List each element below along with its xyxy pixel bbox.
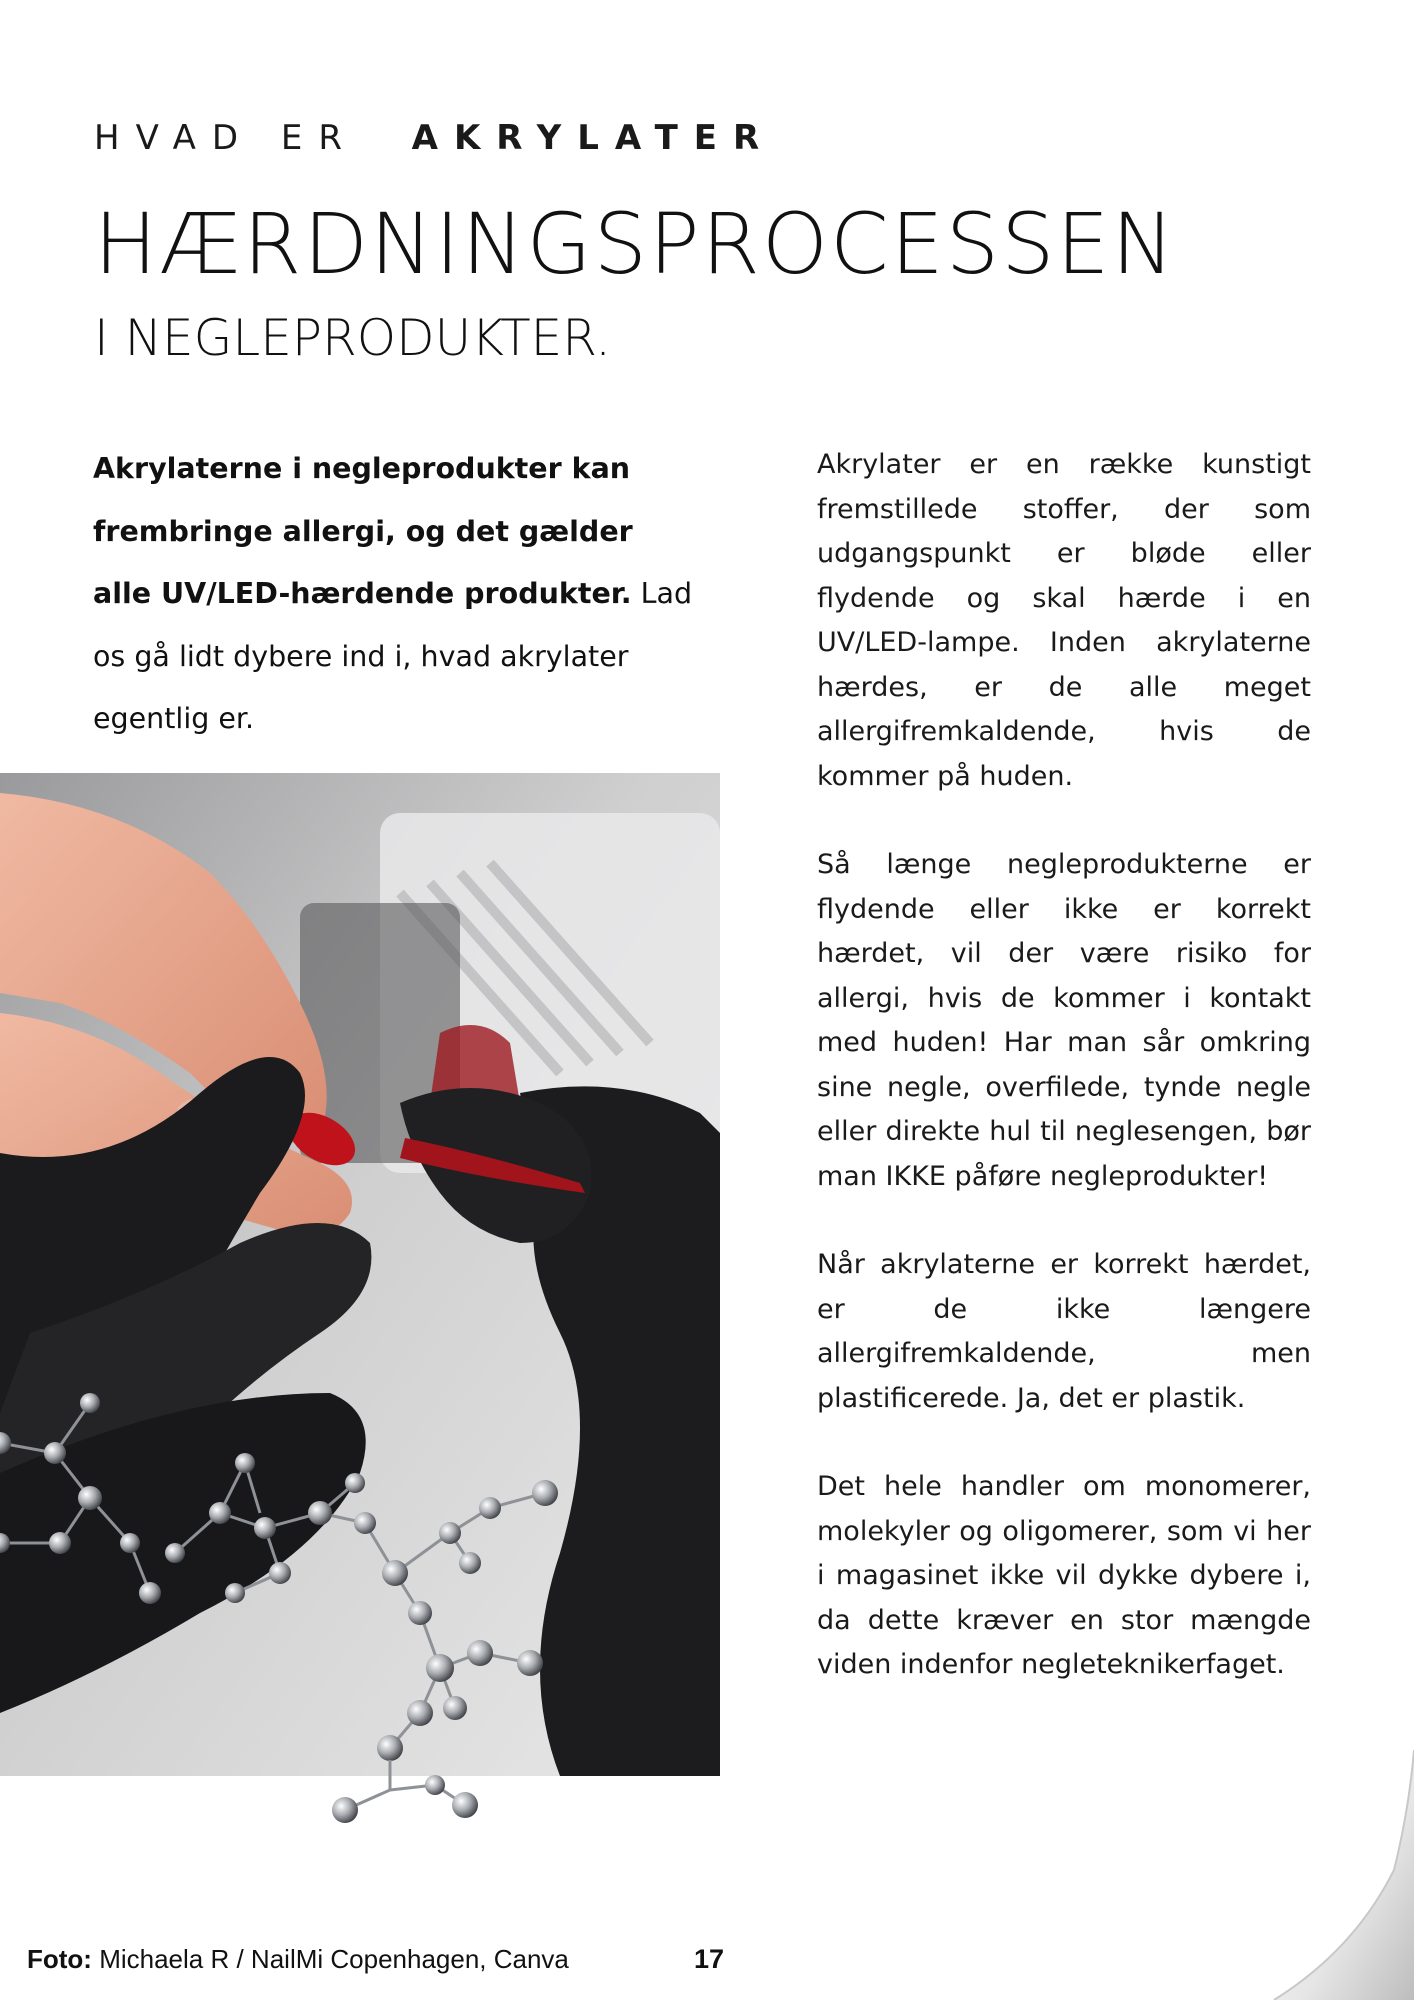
manicure-photo — [0, 773, 720, 1776]
credit-text: Michaela R / NailMi Copenhagen, Canva — [99, 1944, 569, 1974]
page-number: 17 — [694, 1944, 725, 1974]
kicker — [94, 118, 775, 158]
kicker-regular: HVAD ER — [94, 118, 359, 158]
photo-credit — [27, 1944, 569, 1975]
body-column — [817, 443, 1311, 1732]
intro-text — [93, 438, 693, 751]
molecule-graphic — [320, 1760, 500, 1840]
intro-lead: Akrylaterne i negleprodukter kan frembringe allergi, og det gælder alle UV/LED-hærdende produkter. — [93, 452, 633, 610]
page-subtitle: I NEGLEPRODUKTER. — [94, 309, 612, 367]
page-curl-graphic — [1244, 1750, 1414, 2000]
page-title: HÆRDNINGSPROCESSEN — [94, 195, 1177, 293]
paragraph: Akrylater er en række kunstigt fremstillede stoffer, der som udgangspunkt er bløde eller flydende og skal hærde i en UV/LED-lampe. Inden akrylaterne hærdes, er de alle meget allergifremkaldende, hvis de kommer på huden. — [817, 449, 1311, 792]
credit-label: Foto: — [27, 1944, 92, 1974]
kicker-bold: AKRYLATER — [411, 118, 776, 158]
paragraph: Det hele handler om monomerer, molekyler og oligomerer, som vi her i magasinet ikke vil dykke dybere i, da dette kræver en stor mængde viden indenfor negleteknikerfaget. — [817, 1471, 1311, 1680]
intro-body: Lad os gå lidt dybere ind i, hvad akrylater egentlig er. — [93, 577, 693, 735]
paragraph: Så længe negleprodukterne er flydende eller ikke er korrekt hærdet, vil der være risiko for allergi, hvis de kommer i kontakt med huden! Har man sår omkring sine negle, overfilede, tynde negle eller direkte hul til neglesengen, bør man IKKE påføre negleprodukter! — [817, 849, 1311, 1192]
paragraph: Når akrylaterne er korrekt hærdet, er de ikke længere allergifremkaldende, men plastificerede. Ja, det er plastik. — [817, 1249, 1311, 1414]
